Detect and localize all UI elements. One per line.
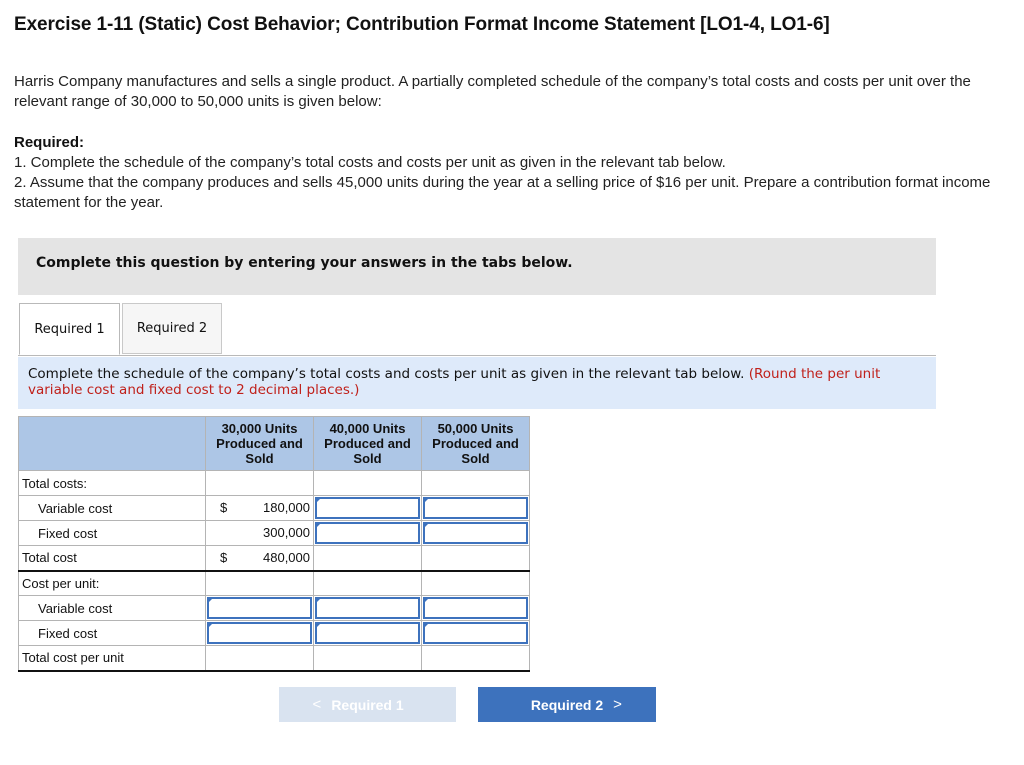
fixed-cost-50000-input[interactable] [422, 521, 530, 546]
total-cost-30000-value: 480,000 [263, 550, 310, 565]
unit-fixed-30000-input[interactable] [206, 621, 314, 646]
required-heading: Required: [14, 134, 85, 151]
required-item-2: 2. Assume that the company produces and sells 45,000 units during the year at a selling price of $16 per unit. Prepare a contribution format income statement for the year. [14, 174, 991, 211]
variable-cost-30000-value: 180,000 [263, 500, 310, 515]
total-cost-30000 [206, 546, 314, 571]
column-header-40000: 40,000 Units Produced and Sold [314, 417, 422, 471]
row-label-total-costs: Total costs: [19, 471, 206, 496]
unit-total-30000 [206, 646, 314, 671]
rounding-note: (Round the per unit variable cost and fixed cost to 2 decimal places.) [28, 366, 881, 398]
row-label-unit-variable-cost: Variable cost [19, 596, 206, 621]
total-cost-50000 [422, 546, 530, 571]
prev-tab-label: Required 1 [331, 696, 404, 713]
row-label-fixed-cost: Fixed cost [19, 521, 206, 546]
unit-total-40000 [314, 646, 422, 671]
table-row [19, 646, 530, 671]
dollar-sign: $ [220, 500, 228, 515]
table-row [19, 546, 530, 571]
row-label-cost-per-unit: Cost per unit: [19, 571, 206, 596]
column-header-30000: 30,000 Units Produced and Sold [206, 417, 314, 471]
tab-bar [18, 303, 936, 356]
page-title: Exercise 1-11 (Static) Cost Behavior; Contribution Format Income Statement [LO1-4, LO1-6] [14, 14, 830, 35]
table-row [19, 521, 530, 546]
total-cost-40000 [314, 546, 422, 571]
next-tab-label: Required 2 [530, 696, 604, 713]
column-header-50000: 50,000 Units Produced and Sold [422, 417, 530, 471]
fixed-cost-30000 [206, 521, 314, 546]
row-label-unit-fixed-cost: Fixed cost [19, 621, 206, 646]
table-row [19, 471, 530, 496]
unit-total-50000 [422, 646, 530, 671]
prev-tab-button[interactable] [279, 687, 456, 722]
chevron-right-icon: > [613, 696, 622, 713]
table-row [19, 596, 530, 621]
table-row [19, 496, 530, 521]
header-blank [19, 417, 206, 471]
unit-fixed-50000-input[interactable] [422, 621, 530, 646]
chevron-left-icon: < [312, 696, 322, 713]
required-list [14, 153, 1019, 213]
next-tab-button[interactable] [478, 687, 656, 722]
cost-schedule-table [18, 416, 530, 672]
unit-variable-40000-input[interactable] [314, 596, 422, 621]
instructions-text: Complete the schedule of the company’s total costs and costs per unit as given in the relevant tab below. [28, 366, 745, 382]
row-label-total-cost-per-unit: Total cost per unit [19, 646, 206, 671]
fixed-cost-40000-input[interactable] [314, 521, 422, 546]
variable-cost-40000-input[interactable] [314, 496, 422, 521]
intro-text: Harris Company manufactures and sells a single product. A partially completed schedule of the company’s total costs and costs per unit over the relevant range of 30,000 to 50,000 units is given below: [14, 73, 971, 110]
tab-instructions [18, 357, 936, 409]
dollar-sign: $ [220, 550, 228, 565]
unit-fixed-40000-input[interactable] [314, 621, 422, 646]
tab-required-1[interactable]: Required 1 [19, 303, 120, 355]
tab-required-2[interactable]: Required 2 [122, 303, 222, 354]
table-row [19, 621, 530, 646]
variable-cost-50000-input[interactable] [422, 496, 530, 521]
unit-variable-30000-input[interactable] [206, 596, 314, 621]
table-row [19, 571, 530, 596]
fixed-cost-30000-value: 300,000 [263, 525, 310, 540]
required-item-1: 1. Complete the schedule of the company’s total costs and costs per unit as given in the relevant tab below. [14, 154, 726, 171]
banner-text: Complete this question by entering your answers in the tabs below. [36, 255, 573, 271]
variable-cost-30000 [206, 496, 314, 521]
row-label-total-cost: Total cost [19, 546, 206, 571]
unit-variable-50000-input[interactable] [422, 596, 530, 621]
instruction-banner [18, 238, 936, 295]
row-label-variable-cost: Variable cost [19, 496, 206, 521]
